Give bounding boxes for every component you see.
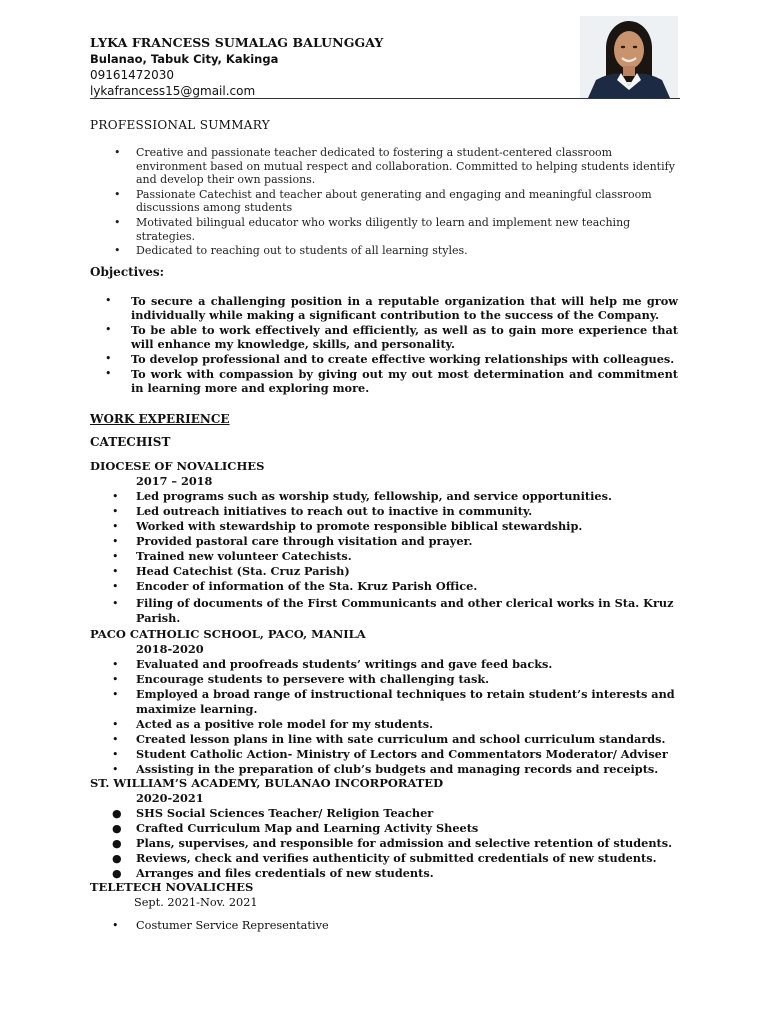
bullet-icon: • xyxy=(112,748,119,761)
bullet-icon: • xyxy=(112,550,119,563)
employment-dates: Sept. 2021-Nov. 2021 xyxy=(134,896,258,909)
bullet-icon: ● xyxy=(112,807,122,820)
list-item: ● Crafted Curriculum Map and Learning Activity Sheets xyxy=(112,821,479,835)
address: Bulanao, Tabuk City, Kakinga xyxy=(90,52,279,66)
bullet-icon: • xyxy=(112,919,119,932)
bullet-icon: ● xyxy=(112,837,122,850)
job-entry-diocese xyxy=(90,459,690,626)
list-item: • Passionate Catechist and teacher about generating and engaging and meaningful classroom discussions among students xyxy=(114,187,652,215)
header-divider xyxy=(90,98,680,99)
job-duties-list xyxy=(90,918,690,933)
role-heading: CATECHIST xyxy=(90,435,171,449)
bullet-icon: • xyxy=(112,673,119,686)
list-item: • To be able to work effectively and efficiently, as well as to gain more experience that will enhance my knowledge, skills, and personality. xyxy=(105,323,678,351)
bullet-icon: • xyxy=(112,733,119,746)
list-item: • Led outreach initiatives to reach out to inactive in community. xyxy=(112,504,533,518)
profile-photo xyxy=(580,16,678,98)
employer-name: ST. WILLIAM’S ACADEMY, BULANAO INCORPORATED xyxy=(90,776,444,790)
job-entry-teletech xyxy=(90,880,690,933)
objectives-list xyxy=(90,294,678,396)
list-item: • To secure a challenging position in a reputable organization that will help me grow individually while making a significant contribution to the success of the Company. xyxy=(105,294,678,322)
list-item: • Student Catholic Action- Ministry of Lectors and Commentators Moderator/ Adviser xyxy=(112,747,668,761)
list-item: • Motivated bilingual educator who works diligently to learn and implement new teaching strategies. xyxy=(114,215,631,243)
bullet-icon: • xyxy=(112,520,119,533)
job-duties-list xyxy=(90,806,690,881)
list-item: • Led programs such as worship study, fellowship, and service opportunities. xyxy=(112,489,612,503)
bullet-icon: • xyxy=(114,244,121,258)
list-item: • Employed a broad range of instructional techniques to retain student’s interests and maximize learning. xyxy=(112,687,675,716)
job-duties-list xyxy=(90,489,690,626)
list-item: ● Arranges and files credentials of new students. xyxy=(112,866,434,880)
bullet-icon: • xyxy=(112,490,119,503)
job-entry-st-williams xyxy=(90,776,690,881)
list-item: • To work with compassion by giving out my out most determination and commitment in learning more and exploring more. xyxy=(105,367,678,395)
list-item: ● Plans, supervises, and responsible for admission and selective retention of students. xyxy=(112,836,673,850)
list-item: • Assisting in the preparation of club’s budgets and managing records and receipts. xyxy=(112,762,659,776)
bullet-icon: • xyxy=(112,597,119,610)
professional-summary-heading: PROFESSIONAL SUMMARY xyxy=(90,118,270,132)
list-item: • Filing of documents of the First Communicants and other clerical works in Sta. Kruz Parish. xyxy=(112,596,674,625)
list-item: • Head Catechist (Sta. Cruz Parish) xyxy=(112,564,350,578)
bullet-icon: ● xyxy=(112,822,122,835)
job-entry-paco xyxy=(90,627,690,777)
bullet-icon: • xyxy=(112,565,119,578)
list-item: • Acted as a positive role model for my students. xyxy=(112,717,434,731)
bullet-icon: • xyxy=(112,535,119,548)
list-item: • Created lesson plans in line with sate curriculum and school curriculum standards. xyxy=(112,732,666,746)
bullet-icon: • xyxy=(105,352,112,365)
bullet-icon: • xyxy=(112,688,119,701)
list-item: ● Reviews, check and verifies authenticity of submitted credentials of new students. xyxy=(112,851,657,865)
list-item: • Encoder of information of the Sta. Kruz Parish Office. xyxy=(112,579,478,593)
bullet-icon: ● xyxy=(112,852,122,865)
bullet-icon: • xyxy=(112,718,119,731)
work-experience-heading: WORK EXPERIENCE xyxy=(90,412,230,426)
list-item: • Costumer Service Representative xyxy=(112,919,329,932)
list-item: • Evaluated and proofreads students’ writings and gave feed backs. xyxy=(112,657,553,671)
bullet-icon: • xyxy=(105,294,112,307)
employment-dates: 2017 – 2018 xyxy=(136,474,213,488)
applicant-name: LYKA FRANCESS SUMALAG BALUNGGAY xyxy=(90,35,384,50)
job-duties-list xyxy=(90,657,690,777)
employer-name: TELETECH NOVALICHES xyxy=(90,880,254,894)
list-item: • Trained new volunteer Catechists. xyxy=(112,549,352,563)
list-item: • To develop professional and to create effective working relationships with colleagues. xyxy=(105,352,675,366)
professional-summary-list xyxy=(90,146,680,259)
bullet-icon: • xyxy=(114,215,121,229)
employment-dates: 2020-2021 xyxy=(136,791,204,805)
list-item: • Provided pastoral care through visitation and prayer. xyxy=(112,534,473,548)
email-address: lykafrancess15@gmail.com xyxy=(90,84,256,98)
bullet-icon: • xyxy=(105,323,112,336)
list-item: • Creative and passionate teacher dedicated to fostering a student-centered classroom environment based on mutual respect and collaboration. Committed to helping students identify and develop their own passions. xyxy=(114,146,675,187)
list-item: ● SHS Social Sciences Teacher/ Religion Teacher xyxy=(112,806,434,820)
phone-number: 09161472030 xyxy=(90,68,174,82)
bullet-icon: • xyxy=(114,146,121,159)
bullet-icon: • xyxy=(105,367,112,380)
list-item: • Encourage students to persevere with challenging task. xyxy=(112,672,490,686)
bullet-icon: • xyxy=(112,580,119,593)
objectives-heading: Objectives: xyxy=(90,265,165,279)
list-item: • Worked with stewardship to promote responsible biblical stewardship. xyxy=(112,519,583,533)
bullet-icon: ● xyxy=(112,867,122,880)
employer-name: DIOCESE OF NOVALICHES xyxy=(90,459,265,473)
bullet-icon: • xyxy=(112,763,119,776)
employer-name: PACO CATHOLIC SCHOOL, PACO, MANILA xyxy=(90,627,366,641)
list-item: • Dedicated to reaching out to students of all learning styles. xyxy=(114,244,468,258)
employment-dates: 2018-2020 xyxy=(136,642,204,656)
bullet-icon: • xyxy=(112,505,119,518)
bullet-icon: • xyxy=(112,658,119,671)
bullet-icon: • xyxy=(114,187,121,201)
